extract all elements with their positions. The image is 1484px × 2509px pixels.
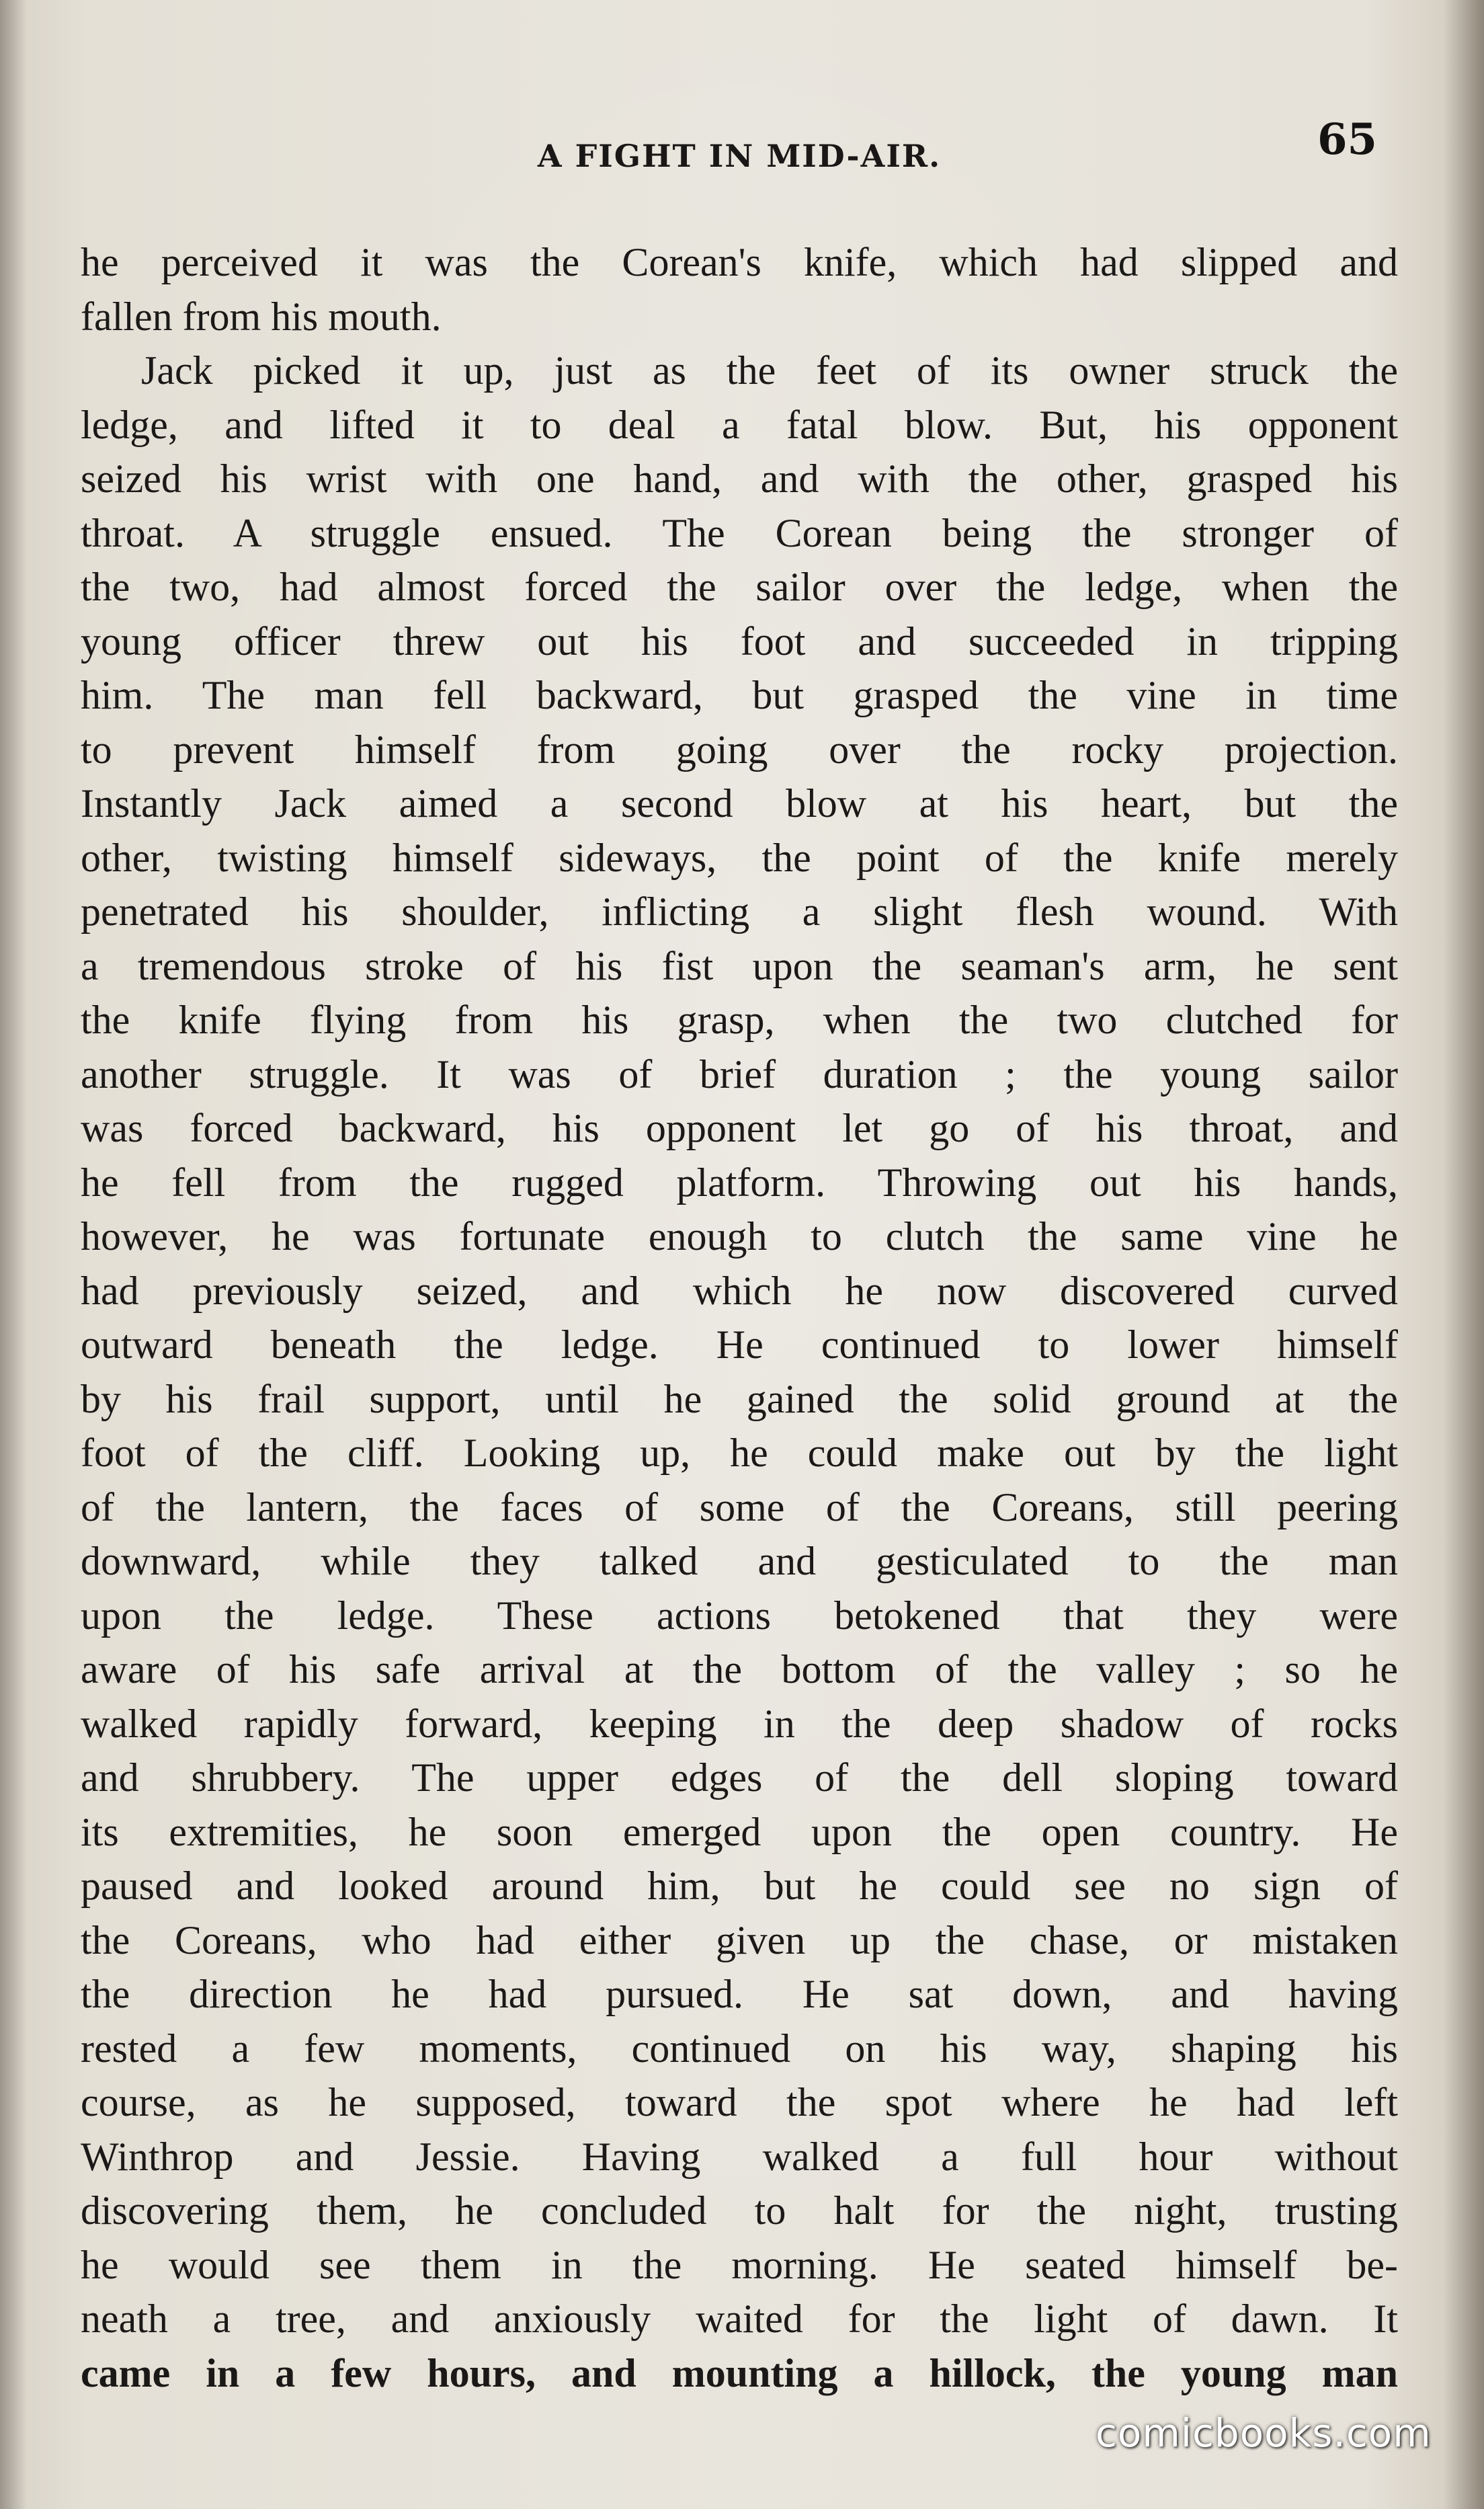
text-line: Winthrop and Jessie. Having walked a full hour without <box>81 2134 1398 2179</box>
text-line: the Coreans, who had either given up the chase, or mistaken <box>81 1917 1398 1962</box>
text-line: outward beneath the ledge. He continued to lower himself <box>81 1322 1398 1367</box>
text-line: Instantly Jack aimed a second blow at his heart, but the <box>81 781 1398 826</box>
text-line: a tremendous stroke of his fist upon the seaman's arm, he sent <box>81 943 1398 988</box>
running-head: A FIGHT IN MID-AIR. <box>537 138 942 174</box>
text-line: he would see them in the morning. He seated himself be- <box>81 2242 1398 2287</box>
text-line: Jack picked it up, just as the feet of its owner struck the <box>141 348 1398 393</box>
text-line: the knife flying from his grasp, when the two clutched for <box>81 998 1398 1042</box>
text-line: he perceived it was the Corean's knife, which had slipped and <box>81 240 1398 284</box>
text-line: to prevent himself from going over the rocky projection. <box>81 727 1398 772</box>
text-line: aware of his safe arrival at the bottom of the valley ; so he <box>81 1647 1398 1691</box>
text-line: neath a tree, and anxiously waited for the light of dawn. It <box>81 2297 1398 2341</box>
text-line: walked rapidly forward, keeping in the deep shadow of rocks <box>81 1701 1398 1746</box>
text-line: him. The man fell backward, but grasped the vine in time <box>81 673 1398 717</box>
text-line: the two, had almost forced the sailor over the ledge, when the <box>81 565 1398 609</box>
page-edge-shadow-left <box>0 0 27 2509</box>
text-line: however, he was fortunate enough to clutch the same vine he <box>81 1214 1398 1259</box>
text-line: discovering them, he concluded to halt for the night, trusting <box>81 2188 1398 2233</box>
text-line: of the lantern, the faces of some of the Coreans, still peering <box>81 1484 1398 1529</box>
page-edge-shadow-right <box>1444 0 1484 2509</box>
text-line: upon the ledge. These actions betokened that they were <box>81 1593 1398 1638</box>
text-line: course, as he supposed, toward the spot where he had left <box>81 2080 1398 2124</box>
text-line: its extremities, he soon emerged upon the open country. He <box>81 1809 1398 1854</box>
text-line: other, twisting himself sideways, the point of the knife merely <box>81 835 1398 880</box>
text-line: seized his wrist with one hand, and with the other, grasped his <box>81 456 1398 501</box>
text-line: penetrated his shoulder, inflicting a slight flesh wound. With <box>81 889 1398 934</box>
text-line: downward, while they talked and gesticulated to the man <box>81 1539 1398 1583</box>
text-line: and shrubbery. The upper edges of the dell sloping toward <box>81 1755 1398 1800</box>
text-line: rested a few moments, continued on his way, shaping his <box>81 2026 1398 2071</box>
text-line: was forced backward, his opponent let go of his throat, and <box>81 1106 1398 1150</box>
text-line: the direction he had pursued. He sat down, and having <box>81 1972 1398 2016</box>
page-number: 65 <box>1317 114 1378 165</box>
text-line: foot of the cliff. Looking up, he could make out by the light <box>81 1431 1398 1475</box>
text-line: by his frail support, until he gained the solid ground at the <box>81 1376 1398 1421</box>
text-line: throat. A struggle ensued. The Corean being the stronger of <box>81 510 1398 555</box>
text-line: he fell from the rugged platform. Throwing out his hands, <box>81 1160 1398 1205</box>
text-line: paused and looked around him, but he could see no sign of <box>81 1864 1398 1908</box>
text-line: young officer threw out his foot and succeeded in tripping <box>81 619 1398 664</box>
text-line: had previously seized, and which he now discovered curved <box>81 1268 1398 1313</box>
text-line: came in a few hours, and mounting a hillock, the young man <box>81 2350 1398 2395</box>
text-line: fallen from his mouth. <box>81 294 442 339</box>
text-line: another struggle. It was of brief duration ; the young sailor <box>81 1051 1398 1097</box>
body-text <box>81 235 1398 2400</box>
watermark: comicbooks.com <box>1096 2410 1432 2456</box>
text-line: ledge, and lifted it to deal a fatal blow. But, his opponent <box>81 402 1398 447</box>
